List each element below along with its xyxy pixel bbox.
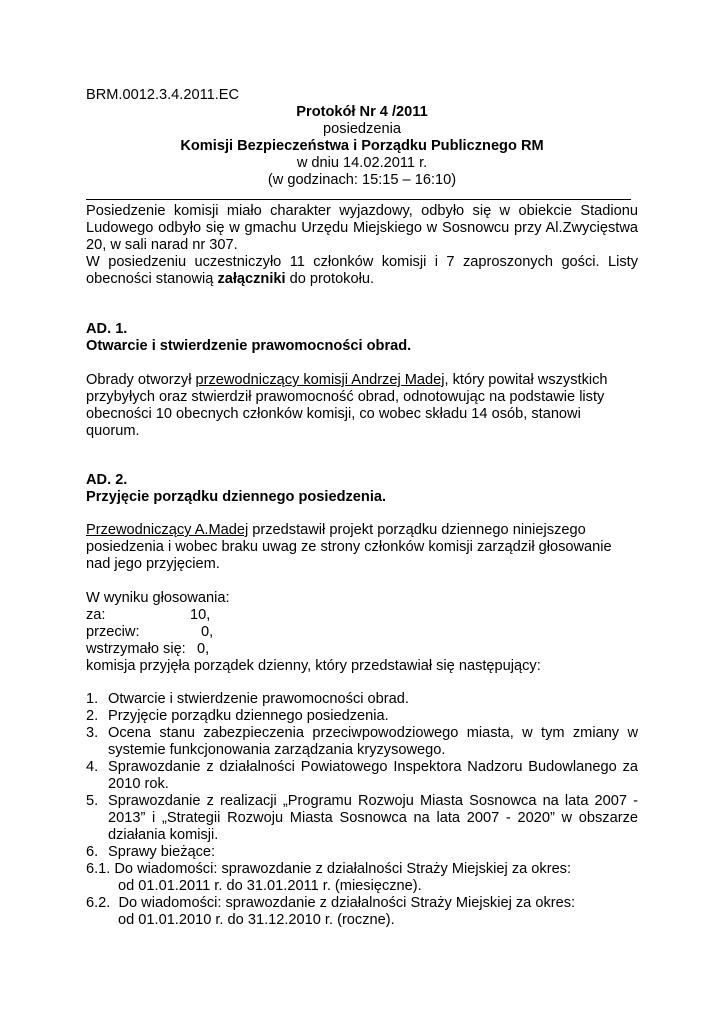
agenda-subitem: 6.1. Do wiadomości: sprawozdanie z działalności Straży Miejskiej za okres: bbox=[86, 861, 572, 877]
agenda-item: Sprawozdanie z realizacji „Programu Rozwoju Miasta Sosnowca na lata 2007 - bbox=[108, 793, 638, 809]
agenda-item-number: 1. bbox=[86, 691, 99, 707]
agenda-item: Sprawozdanie z działalności Powiatowego Inspektora Nadzoru Budowlanego za bbox=[108, 759, 638, 775]
chairman-name: przewodniczący komisji Andrzej Madej bbox=[195, 372, 445, 388]
chairman-name: Przewodniczący A.Madej bbox=[86, 522, 249, 538]
agenda-item-number: 3. bbox=[86, 725, 99, 741]
meeting-date: w dniu 14.02.2011 r. bbox=[296, 155, 428, 171]
agenda-item-continuation: działania komisji. bbox=[108, 827, 219, 843]
vote-against-value: 0, bbox=[201, 624, 214, 640]
meeting-hours: (w godzinach: 15:15 – 16:10) bbox=[267, 172, 457, 188]
horizontal-rule bbox=[86, 199, 631, 200]
intro-line: Posiedzenie komisji miało charakter wyjazdowy, odbyło się w obiekcie Stadionu bbox=[86, 203, 638, 219]
vote-for-label: za: bbox=[86, 607, 106, 623]
agenda-item: Przyjęcie porządku dziennego posiedzenia. bbox=[108, 708, 389, 724]
ad1-paragraph-line: Obrady otworzył przewodniczący komisji Andrzej Madej, który powitał wszystkich bbox=[86, 372, 608, 388]
attachments-emphasis: załączniki bbox=[217, 271, 286, 287]
document-reference: BRM.0012.3.4.2011.EC bbox=[86, 87, 240, 103]
ad2-title: Przyjęcie porządku dziennego posiedzenia. bbox=[86, 489, 387, 505]
vote-abstain-label: wstrzymało się: bbox=[86, 641, 186, 657]
vote-abstain-value: 0, bbox=[197, 641, 210, 657]
agenda-item: Sprawy bieżące: bbox=[108, 844, 216, 860]
vote-intro: W wyniku głosowania: bbox=[86, 590, 230, 606]
intro-line: 20, w sali narad nr 307. bbox=[86, 237, 238, 253]
intro-line: Ludowego odbyło się w gmachu Urzędu Miejskiego w Sosnowcu przy Al.Zwycięstwa bbox=[86, 220, 638, 236]
ad2-paragraph-line: Przewodniczący A.Madej przedstawił projekt porządku dziennego niniejszego bbox=[86, 522, 586, 538]
vote-result: komisja przyjęła porządek dzienny, który przedstawiał się następujący: bbox=[86, 658, 541, 674]
ad2-heading: AD. 2. bbox=[86, 472, 128, 488]
vote-against-label: przeciw: bbox=[86, 624, 140, 640]
document-subtitle: posiedzenia bbox=[323, 121, 401, 137]
ad1-paragraph-line: obecności 10 obecnych członków komisji, co wobec składu 14 osób, stanowi bbox=[86, 406, 581, 422]
agenda-item-number: 2. bbox=[86, 708, 99, 724]
vote-for-value: 10, bbox=[190, 607, 211, 623]
agenda-item: Otwarcie i stwierdzenie prawomocności obrad. bbox=[108, 691, 409, 707]
ad1-paragraph-line: quorum. bbox=[86, 423, 140, 439]
agenda-subitem-continuation: od 01.01.2011 r. do 31.01.2011 r. (miesięczne). bbox=[118, 878, 422, 894]
agenda-subitem-continuation: od 01.01.2010 r. do 31.12.2010 r. (roczne). bbox=[118, 912, 395, 928]
intro-line: W posiedzeniu uczestniczyło 11 członków komisji i 7 zaproszonych gości. Listy bbox=[86, 254, 638, 270]
agenda-item-number: 5. bbox=[86, 793, 99, 809]
document-title: Protokół Nr 4 /2011 bbox=[296, 104, 428, 120]
agenda-item-continuation: systemie funkcjonowania zarządzania kryzysowego. bbox=[108, 742, 446, 758]
committee-name: Komisji Bezpieczeństwa i Porządku Publicznego RM bbox=[180, 138, 544, 154]
agenda-item-number: 4. bbox=[86, 759, 99, 775]
agenda-subitem: 6.2. Do wiadomości: sprawozdanie z działalności Straży Miejskiej za okres: bbox=[86, 895, 576, 911]
agenda-item: Ocena stanu zabezpieczenia przeciwpowodziowego miasta, w tym zmiany w bbox=[108, 725, 638, 741]
ad2-paragraph-line: nad jego przyjęciem. bbox=[86, 556, 220, 572]
ad1-paragraph-line: przybyłych oraz stwierdził prawomocność obrad, odnotowując na podstawie listy bbox=[86, 389, 605, 405]
agenda-item-continuation: 2013” i „Strategii Rozwoju Miasta Sosnowca na lata 2007 - 2020” w obszarze bbox=[108, 810, 638, 826]
ad1-heading: AD. 1. bbox=[86, 321, 128, 337]
ad2-paragraph-line: posiedzenia i wobec braku uwag ze strony członków komisji zarządził głosowanie bbox=[86, 539, 612, 555]
agenda-item-continuation: 2010 rok. bbox=[108, 776, 169, 792]
agenda-item-number: 6. bbox=[86, 844, 99, 860]
ad1-title: Otwarcie i stwierdzenie prawomocności obrad. bbox=[86, 338, 412, 354]
intro-line: obecności stanowią załączniki do protokołu. bbox=[86, 271, 375, 287]
